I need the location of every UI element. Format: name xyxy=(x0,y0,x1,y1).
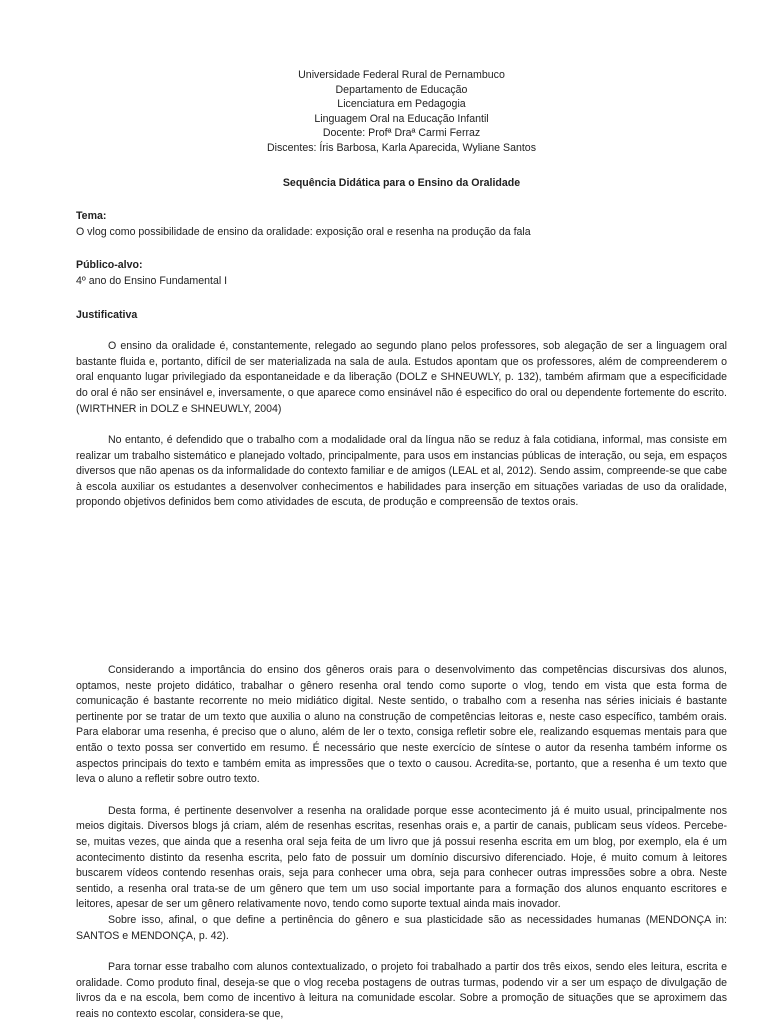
paragraph: No entanto, é defendido que o trabalho com a modalidade oral da língua não se reduz à fala cotidiana, informal, mas consiste em realizar um trabalho sistemático e planejado voltado, principalmente, para usos em instancias públicas de interação, ou seja, em espaços diversos que não apenas os da informalidade do contexto familiar e de amigos (LEAL et al, 2012). Sendo assim, compreende-se que cabe à escola auxiliar os estudantes a desenvolver conhecimentos e habilidades para inserção em situações variadas de uso da oralidade, propondo objetivos definidos bem como atividades de escuta, de produção e compreensão de textos orais. xyxy=(76,434,727,509)
institution-header xyxy=(76,68,727,156)
publico-text: 4º ano do Ensino Fundamental I xyxy=(76,274,228,287)
tema-text: O vlog como possibilidade de ensino da oralidade: exposição oral e resenha na produção da fala xyxy=(76,225,531,238)
tema-section xyxy=(76,209,727,240)
justificativa-label: Justificativa xyxy=(76,308,138,321)
header-course: Licenciatura em Pedagogia xyxy=(337,98,466,111)
publico-section xyxy=(76,258,727,289)
header-students: Discentes: Íris Barbosa, Karla Aparecida, Wyliane Santos xyxy=(267,141,536,154)
justificativa-section xyxy=(76,308,727,1023)
document-page xyxy=(76,68,727,1023)
paragraph: Sobre isso, afinal, o que define a pertinência do gênero e sua plasticidade são as necessidades humanas (MENDONÇA in: SANTOS e MENDONÇA, p. 42). xyxy=(76,913,727,942)
paragraph: Desta forma, é pertinente desenvolver a resenha na oralidade porque esse acontecimento já é muito usual, principalmente nos meios digitais. Diversos blogs já criam, além de resenhas escritas, resenhas orais e, a partir de canais, publicam seus vídeos. Percebe-se, muitas vezes, que ainda que a resenha oral seja feita de um livro que já possui resenha escrita em um blog, por exemplo, ela é um acontecimento distinto da resenha escrita, pelo fato de possuir um domínio discursivo diferenciado. Hoje, é muito comum à leitores buscarem vídeos contendo resenhas orais, seja para conhecer uma obra, seja para conhecer outras impressões sobre a obra. Neste sentido, a resenha oral trata-se de um gênero que tem um uso social importante para a formação dos alunos enquanto escritores e leitores, apesar de ser um gênero relativamente novo, tendo como suporte textual ainda mais inovador. xyxy=(76,804,727,911)
publico-label: Público-alvo: xyxy=(76,259,143,272)
document-title: Sequência Didática para o Ensino da Oralidade xyxy=(282,176,521,189)
header-teacher: Docente: Profª Draª Carmi Ferraz xyxy=(322,127,481,140)
paragraph: Considerando a importância do ensino dos gêneros orais para o desenvolvimento das competências discursivas dos alunos, optamos, neste projeto didático, trabalhar o gênero resenha oral tendo como suporte o vlog, tendo em vista que esta forma de comunicação é bastante recorrente no meio midiático digital. Neste sentido, o trabalho com a resenha nas séries iniciais é bastante pertinente por se tratar de um texto que auxilia o aluno na construção de competências leitoras e, neste caso específico, também orais. Para elaborar uma resenha, é preciso que o aluno, além de ler o texto, consiga refletir sobre ele, realizando esquemas mentais para que então o texto possa ser convertido em resumo. É necessário que neste exercício de síntese o autor da resenha também informe os aspectos principais do texto e também emita as impressões que o texto o causou. Acredita-se, portanto, que a resenha é um texto que leva o aluno a refletir sobre outro texto. xyxy=(76,664,727,786)
tema-label: Tema: xyxy=(76,210,107,223)
header-university: Universidade Federal Rural de Pernambuco xyxy=(298,69,505,81)
paragraph: O ensino da oralidade é, constantemente, relegado ao segundo plano pelos professores, sob alegação de ser a linguagem oral bastante fluida e, portanto, difícil de ser materializada na sala de aula. Estudos apontam que os professores, além de compreenderem o oral enquanto lugar privilegiado da espontaneidade e da liberação (DOLZ e SHNEUWLY, p. 132), também afirmam que a especificidade do oral é não ser ensinável e, inversamente, o que aparece como ensinável não é especifico do oral ou dependente fortemente do escrito. (WIRTHNER in DOLZ e SHNEUWLY, 2004) xyxy=(76,340,727,415)
header-department: Departamento de Educação xyxy=(335,83,468,96)
header-discipline: Linguagem Oral na Educação Infantil xyxy=(314,112,489,125)
paragraph: Para tornar esse trabalho com alunos contextualizado, o projeto foi trabalhado a partir dos três eixos, sendo eles leitura, escrita e oralidade. Como produto final, deseja-se que o vlog receba postagens de outras turmas, podendo vir a ser um espaço de divulgação de livros da e na escola, bem como de incentivo à leitura na comunidade escolar. Sobre a promoção de situações que se aproximem das reais no contexto escolar, considera-se que, xyxy=(76,961,727,1020)
